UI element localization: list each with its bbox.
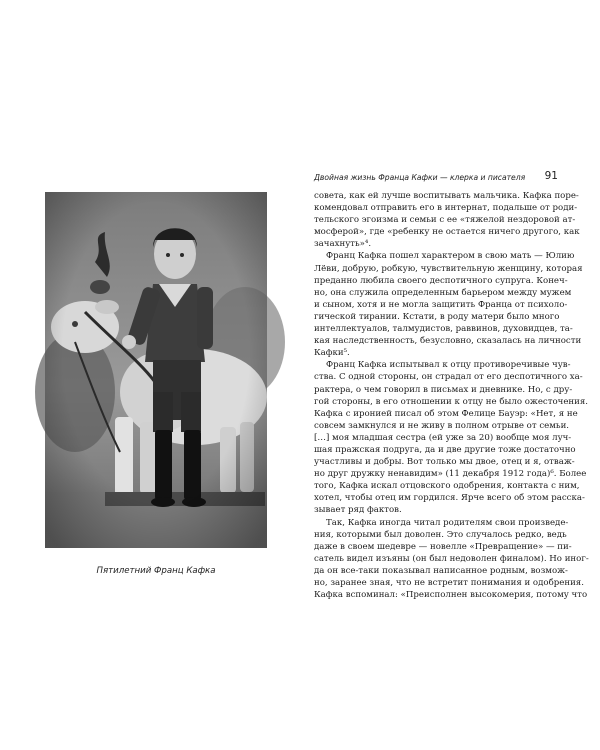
text-line: гой стороны, в его отношении к отцу не было ожесточения.	[314, 396, 589, 407]
text-line: Франц Кафка пошел характером в свою мать — Юлию	[326, 251, 575, 262]
photo-caption: Пятилетний Франц Кафка	[96, 566, 216, 576]
text-line: участливы и добры. Вот только мы двое, отец и я, отваж-	[314, 457, 575, 468]
photo-illustration	[45, 192, 267, 548]
text-line: Лёви, добрую, робкую, чувствительную женщину, которая	[314, 263, 583, 274]
text-line: тельского эгоизма и семьи с ее «тяжелой нездоровой ат-	[314, 215, 576, 226]
running-head: Двойная жизнь Франца Кафки — клерка и писателя	[314, 173, 526, 182]
text-line: рактера, о чем говорил в письмах и дневнике. Но, с дру-	[314, 384, 573, 395]
text-line: ства. С одной стороны, он страдал от его деспотичного ха-	[314, 372, 583, 383]
kafka-childhood-photo	[45, 192, 267, 548]
text-line: кая наследственность, безусловно, сказалась на личности	[314, 336, 582, 347]
text-line: Так, Кафка иногда читал родителям свои произведе-	[326, 517, 569, 528]
text-line: комендовал отправить его в интернат, подальше от роди-	[314, 203, 578, 214]
text-line: ния, которыми был доволен. Это случалось редко, ведь	[314, 529, 567, 540]
text-line: гической тирании. Кстати, в роду матери было много	[314, 311, 560, 322]
text-line: мосферой», где «ребенку не остается ничего другого, как	[314, 227, 580, 238]
text-line: Франц Кафка испытывал к отцу противоречивые чув-	[326, 360, 571, 371]
text-line: хотел, чтобы отец им гордился. Ярче всего об этом расска-	[314, 493, 585, 504]
text-line: того, Кафка искал отцовского одобрения, контакта с ним,	[314, 481, 580, 492]
text-line: Кафка вспоминал: «Преисполнен высокомерия, потому что	[314, 590, 588, 601]
text-line: преданно любила своего деспотичного супруга. Конеч-	[314, 275, 568, 286]
text-line: но, она служила определенным барьером между мужем	[314, 287, 572, 298]
text-line: […] моя младшая сестра (ей уже за 20) вообще моя луч-	[314, 432, 572, 443]
text-line: но, заранее зная, что не встретит понимания и одобрения.	[314, 578, 584, 588]
text-line: сатель видел изъяны (он был недоволен финалом). Но иног-	[314, 553, 589, 564]
text-line: даже в своем шедевре — новелле «Превращение» — пи-	[314, 541, 572, 552]
text-line: шая пражская подруга, да и две другие тоже достаточно	[314, 444, 576, 455]
text-line: интеллектуалов, талмудистов, раввинов, духовидцев, та-	[314, 324, 573, 335]
text-line: да он все-таки показывал написанное родным, возмож-	[314, 565, 568, 576]
text-line: совета, как ей лучше воспитывать мальчика. Кафка поре-	[314, 191, 579, 201]
text-line: совсем замкнулся и не живу в полном отрыве от семьи.	[314, 420, 570, 431]
text-line: и сыном, хотя и не могла защитить Франца от психоло-	[314, 299, 568, 310]
text-line: зачахнуть»⁴.	[314, 239, 372, 250]
text-line: Кафки⁵.	[314, 348, 350, 359]
text-line: зывает ряд фактов.	[314, 505, 402, 516]
body-text-column	[314, 190, 589, 601]
page-number: 91	[544, 170, 558, 182]
text-line: Кафка с иронией писал об этом Фелице Бауэр: «Нет, я не	[314, 408, 578, 419]
text-line: но друг дружку ненавидим» (11 декабря 1912 года)⁶. Более	[314, 469, 587, 480]
